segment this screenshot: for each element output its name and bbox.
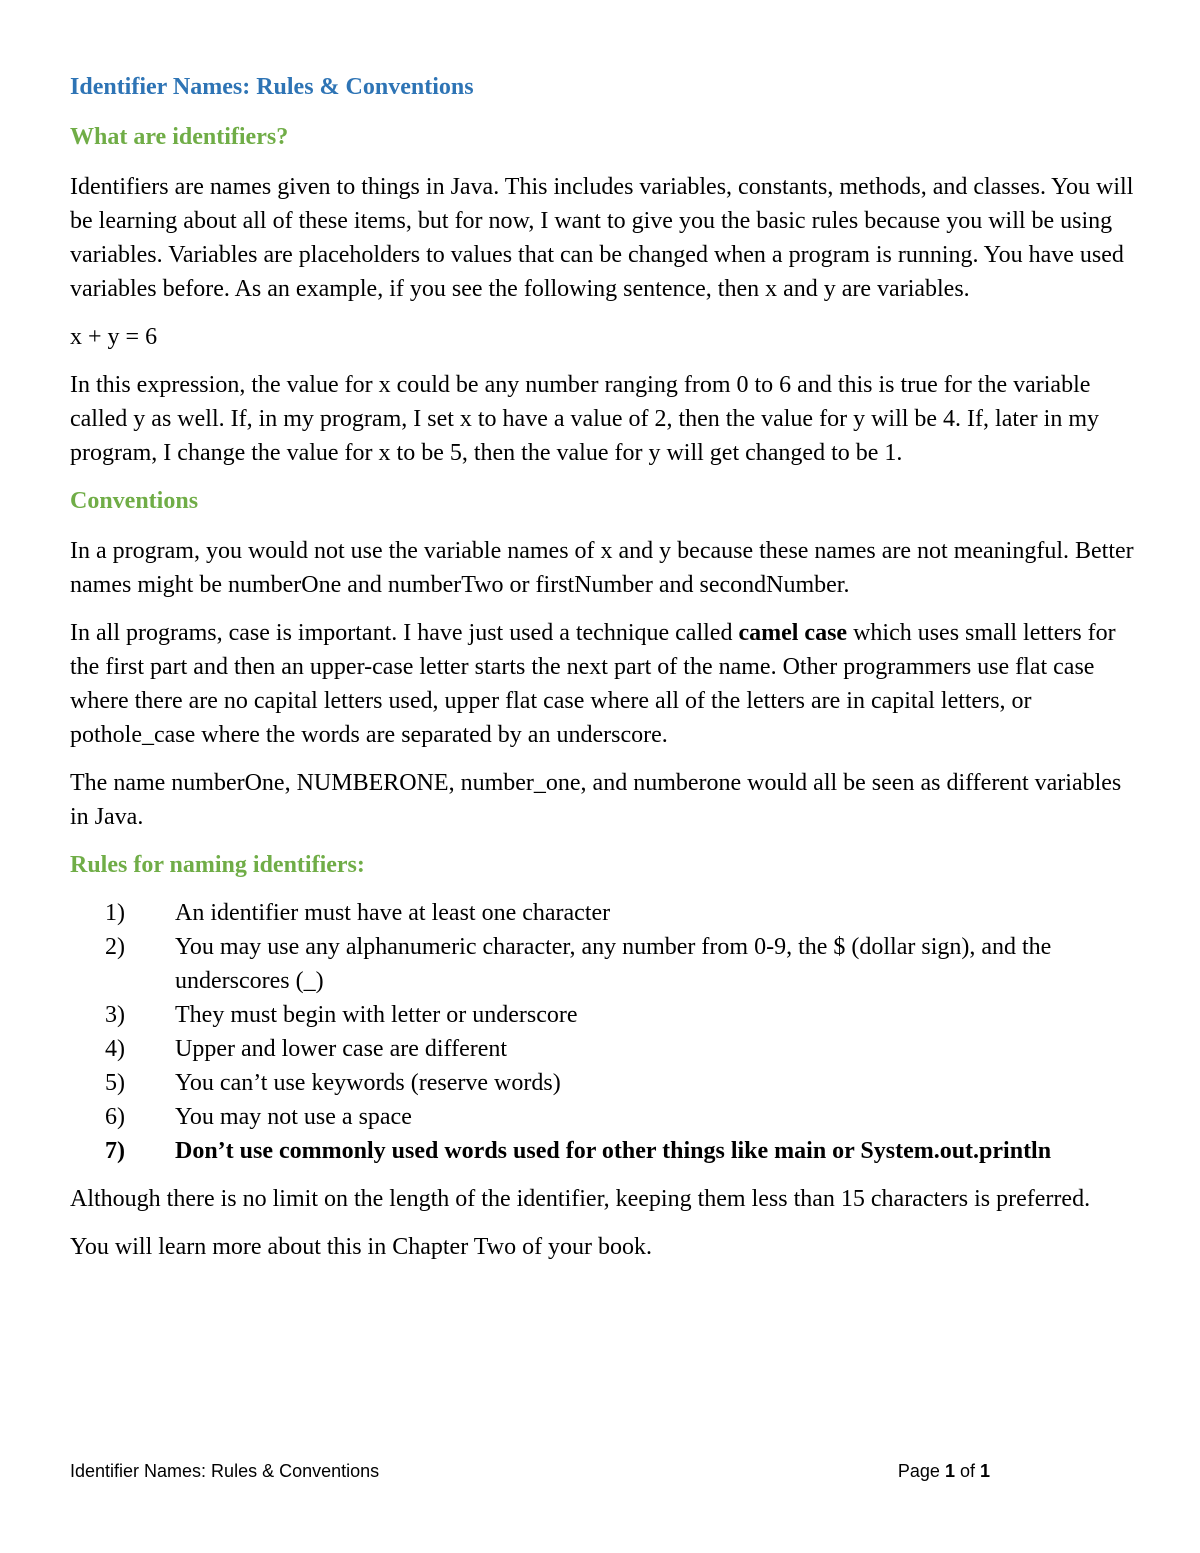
rule-number: 7) — [105, 1138, 125, 1164]
camel-case-term: camel case — [738, 620, 848, 646]
rule-number: 4) — [105, 1036, 125, 1062]
document-title: Identifier Names: Rules & Conventions — [70, 74, 474, 100]
paragraph-chapter-reference: You will learn more about this in Chapter Two of your book. — [70, 1234, 653, 1260]
footer-page-label: Page — [897, 1461, 945, 1481]
paragraph-expression-explanation: In this expression, the value for x could be any number ranging from 0 to 6 and this is true for the variable called y as well. If, in my program, I set x to have a value of 2, then the value for y will be 4. If, later in my program, I change the value for x to be 5, then the value for y will get changed to be 1. — [70, 372, 1100, 466]
paragraph-case-styles — [70, 616, 1135, 752]
rule-item-6 — [70, 1100, 1135, 1134]
expression-line: x + y = 6 — [70, 324, 158, 350]
rule-number: 1) — [105, 900, 125, 926]
rule-number: 6) — [105, 1104, 125, 1130]
rule-text: Don’t use commonly used words used for other things like main or System.out.println — [175, 1138, 1052, 1164]
footer-title: Identifier Names: Rules & Conventions — [70, 1461, 380, 1481]
section-heading-what-are-identifiers: What are identifiers? — [70, 124, 289, 150]
rule-text: An identifier must have at least one character — [175, 900, 611, 926]
rule-text: You can’t use keywords (reserve words) — [175, 1070, 561, 1096]
rule-number: 3) — [105, 1002, 125, 1028]
footer-page-total: 1 — [979, 1461, 990, 1481]
section-heading-conventions: Conventions — [70, 488, 199, 514]
paragraph-different-variables: The name numberOne, NUMBERONE, number_one, and numberone would all be seen as different variables in Java. — [70, 770, 1122, 830]
document-page — [70, 70, 1135, 1264]
rule-item-4 — [70, 1032, 1135, 1066]
rule-item-5 — [70, 1066, 1135, 1100]
paragraph-identifiers-intro: Identifiers are names given to things in Java. This includes variables, constants, methods, and classes. You will be learning about all of these items, but for now, I want to give you the basic rules because you will be using variables. Variables are placeholders to values that can be changed when a program is running. You have used variables before. As an example, if you see the following sentence, then x and y are variables. — [70, 174, 1134, 302]
rule-text: You may not use a space — [175, 1104, 412, 1130]
rule-number: 5) — [105, 1070, 125, 1096]
rule-text: Upper and lower case are different — [175, 1036, 508, 1062]
rule-text: They must begin with letter or underscore — [175, 1002, 578, 1028]
section-heading-rules: Rules for naming identifiers: — [70, 852, 365, 878]
rule-item-3 — [70, 998, 1135, 1032]
footer-page-of: of — [954, 1461, 980, 1481]
rule-item-2 — [70, 930, 1135, 998]
case-styles-text-before: In all programs, case is important. I have just used a technique called — [70, 620, 739, 646]
rule-item-1 — [70, 896, 1135, 930]
rule-text: You may use any alphanumeric character, any number from 0-9, the $ (dollar sign), and the underscores (_) — [175, 934, 1052, 994]
rule-number: 2) — [105, 934, 125, 960]
rules-list — [70, 896, 1135, 1168]
rule-item-7 — [70, 1134, 1135, 1168]
footer-page-number — [898, 1459, 990, 1483]
paragraph-meaningful-names: In a program, you would not use the variable names of x and y because these names are not meaningful. Better names might be numberOne and numberTwo or firstNumber and secondNumber. — [70, 538, 1134, 598]
footer-page-current: 1 — [944, 1461, 955, 1481]
case-styles-text-after: which uses small letters for the first part and then an upper-case letter starts the next part of the name. Other programmers use flat case where there are no capital letters used, upper flat case where all of the letters are in capital letters, or pothole_case where the words are separated by an underscore. — [70, 620, 1116, 748]
page-footer — [70, 1459, 990, 1483]
paragraph-length-limit: Although there is no limit on the length of the identifier, keeping them less than 15 characters is preferred. — [70, 1186, 1091, 1212]
